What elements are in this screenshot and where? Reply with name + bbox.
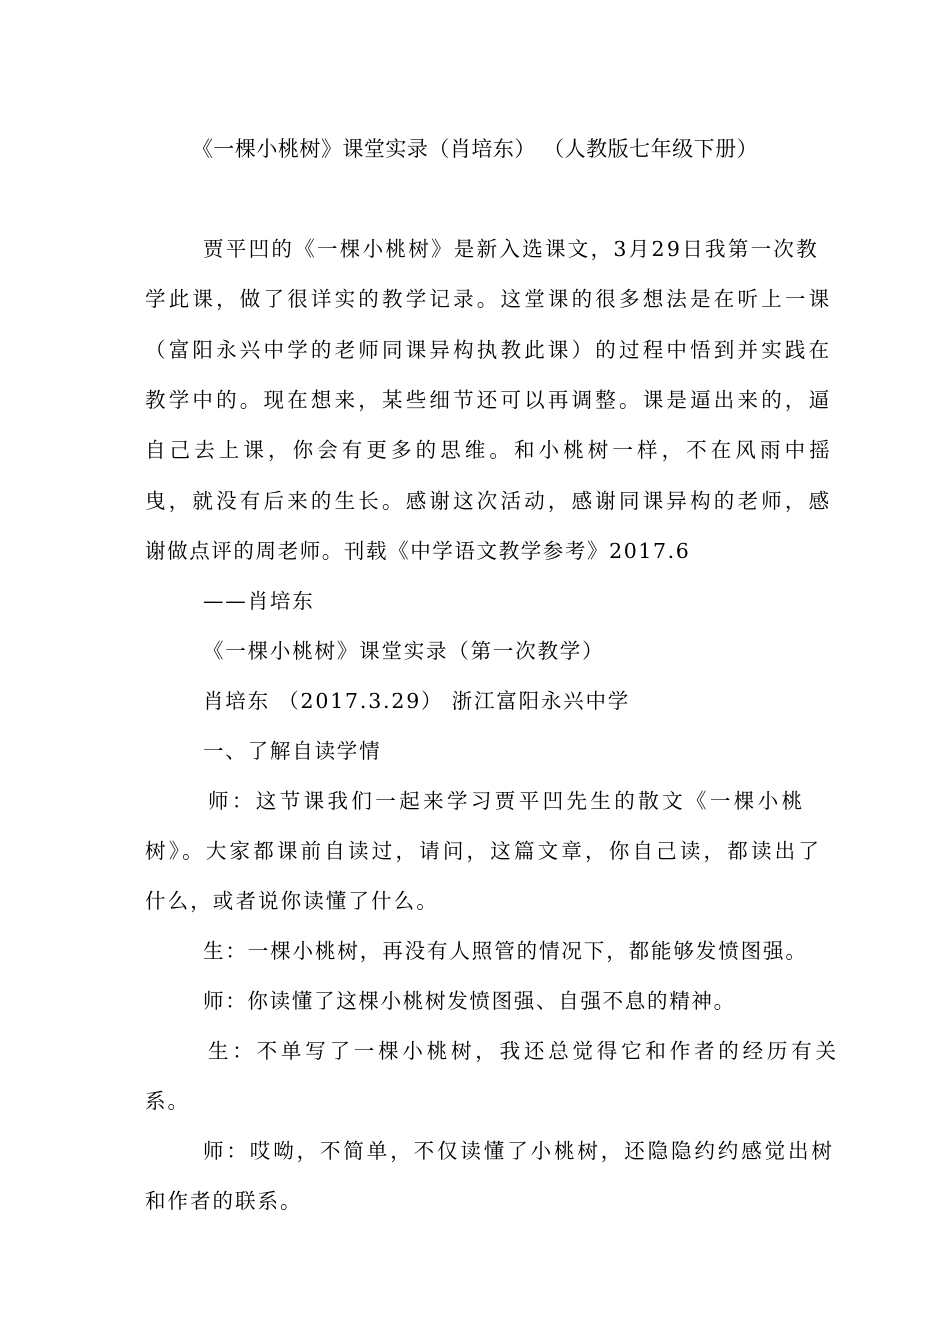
dialogue-line: 树》。大家都课前自读过，请问，这篇文章，你自己读，都读出了 [145,839,823,863]
paragraph-line: （富阳永兴中学的老师同课异构执教此课）的过程中悟到并实践在 [145,338,833,362]
dialogue-line: 师：哎呦，不简单，不仅读懂了小桃树，还隐隐约约感觉出树 [203,1139,835,1163]
dialogue-line: 和作者的联系。 [145,1189,303,1213]
dialogue-line: 师：这节课我们一起来学习贾平凹先生的散文《一棵小桃 [208,789,806,813]
paragraph-line: 自己去上课，你会有更多的思维。和小桃树一样，不在风雨中摇 [145,438,834,462]
dialogue-line: 系。 [145,1089,190,1113]
document-title: 《一棵小桃树》课堂实录（肖培东） （人教版七年级下册） [191,137,759,161]
paragraph-line: 学此课，做了很详实的教学记录。这堂课的很多想法是在听上一课 [145,287,833,311]
paragraph-line: 曳，就没有后来的生长。感谢这次活动，感谢同课异构的老师，感 [145,489,833,513]
dialogue-line: 什么，或者说你读懂了什么。 [145,889,439,913]
author-signature: ——肖培东 [203,589,315,613]
paragraph-line: 贾平凹的《一棵小桃树》是新入选课文，3月29日我第一次教 [203,237,820,261]
paragraph-line: 教学中的。现在想来，某些细节还可以再调整。课是逼出来的，逼 [145,388,833,412]
paragraph-line: 谢做点评的周老师。刊载《中学语文教学参考》2017.6 [145,539,691,563]
dialogue-line: 师：你读懂了这棵小桃树发愤图强、自强不息的精神。 [203,989,736,1013]
section-heading: 《一棵小桃树》课堂实录（第一次教学） [203,639,605,663]
dialogue-line: 生：不单写了一棵小桃树，我还总觉得它和作者的经历有关 [208,1039,840,1063]
author-date-school: 肖培东 （2017.3.29） 浙江富阳永兴中学 [203,689,631,713]
dialogue-line: 生：一棵小桃树，再没有人照管的情况下，都能够发愤图强。 [203,939,808,963]
subsection-heading: 一、了解自读学情 [203,739,382,763]
